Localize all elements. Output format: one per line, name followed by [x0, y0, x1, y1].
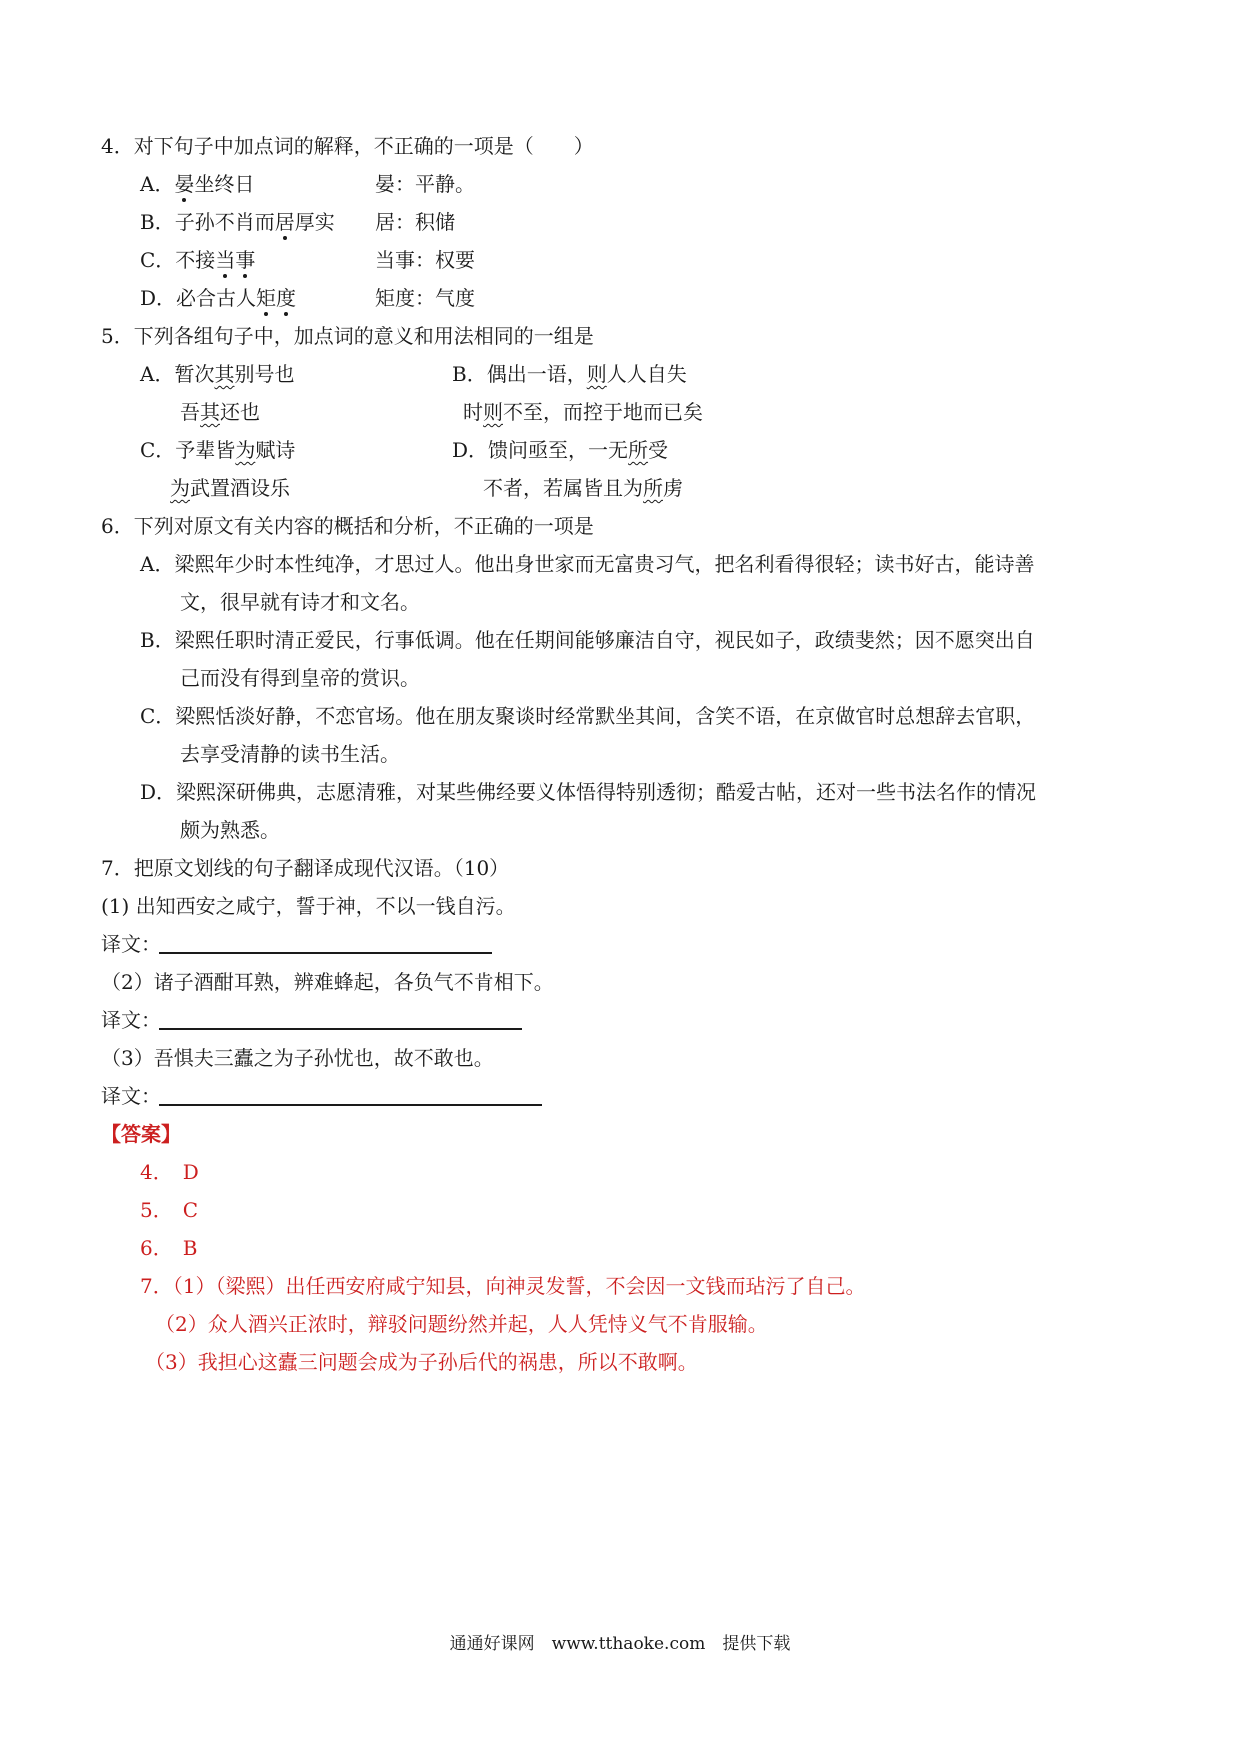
marked-word: 则	[483, 400, 503, 424]
q4-gloss-c: 当事：权要	[375, 248, 475, 272]
translation-blank-3[interactable]	[159, 1104, 542, 1106]
option-text: 别号也	[234, 362, 295, 386]
q6-option-b-line1: B．梁熙任职时清正爱民，行事低调。他在任期间能够廉洁自守，视民如子，政绩斐然；因不愿突出自	[140, 628, 1035, 652]
q4-gloss-d: 矩度：气度	[375, 286, 475, 310]
dotted-word: 矩	[256, 286, 277, 310]
q7-translation-label-1: 译文：	[101, 932, 161, 956]
answer-title: 【答案】	[101, 1122, 181, 1146]
dotted-word: 度	[276, 286, 297, 310]
option-prefix: D．必合古人	[140, 286, 257, 310]
option-text: 不者，若属皆且为	[483, 476, 643, 500]
option-text: C．予辈皆	[140, 438, 236, 462]
option-text: 吾	[180, 400, 200, 424]
translation-blank-1[interactable]	[159, 952, 492, 954]
q4-option-d	[140, 284, 296, 312]
q6-stem: 6．下列对原文有关内容的概括和分析，不正确的一项是	[101, 514, 594, 538]
q6-option-c-line1: C．梁熙恬淡好静，不恋官场。他在朋友聚谈时经常默坐其间，含笑不语，在京做官时总想辞去官职，	[140, 704, 1036, 728]
page-footer: 通通好课网 www.tthaoke.com 提供下载	[449, 1634, 791, 1654]
q5-option-d2	[483, 474, 683, 502]
q4-gloss-a: 晏：平静。	[375, 172, 475, 196]
q7-sentence-3: （3）吾惧夫三蠹之为子孙忧也，故不敢也。	[101, 1046, 494, 1070]
option-text: 坐终日	[194, 172, 255, 196]
q7-sentence-2: （2）诸子酒酣耳熟，辨难蜂起，各负气不肯相下。	[101, 970, 554, 994]
option-text: A．暂次	[140, 362, 215, 386]
option-text: 时	[463, 400, 483, 424]
option-text: 还也	[220, 400, 260, 424]
answer-4: 4． D	[140, 1160, 199, 1184]
q4-option-c	[140, 246, 255, 274]
marked-word: 其	[200, 400, 220, 424]
marked-word: 则	[586, 362, 607, 386]
q6-option-d-line2: 颇为熟悉。	[180, 818, 280, 842]
q7-sentence-1: (1) 出知西安之咸宁，誓于神，不以一钱自污。	[101, 894, 516, 918]
marked-word: 为	[235, 438, 256, 462]
q5-stem: 5．下列各组句子中，加点词的意义和用法相同的一组是	[101, 324, 594, 348]
q5-option-b2	[463, 398, 703, 426]
dotted-word: 晏	[174, 172, 195, 196]
marked-word: 所	[643, 476, 663, 500]
dotted-word: 事	[235, 248, 256, 272]
q5-option-d1	[452, 436, 668, 464]
option-text: 赋诗	[255, 438, 296, 462]
q6-option-a-line2: 文，很早就有诗才和文名。	[180, 590, 420, 614]
dotted-word: 当	[215, 248, 236, 272]
q6-option-c-line2: 去享受清静的读书生活。	[180, 742, 400, 766]
option-text: D．馈问亟至，一无	[452, 438, 629, 462]
q4-gloss-b: 居：积储	[375, 210, 455, 234]
answer-7-3: （3）我担心这蠹三问题会成为子孙后代的祸患，所以不敢啊。	[145, 1350, 698, 1374]
option-text: B．偶出一语，	[452, 362, 587, 386]
answer-6: 6． B	[140, 1236, 198, 1260]
option-text: 受	[648, 438, 669, 462]
q7-stem: 7．把原文划线的句子翻译成现代汉语。（10）	[101, 856, 510, 880]
marked-word: 其	[214, 362, 235, 386]
marked-word: 为	[170, 476, 190, 500]
q5-option-a1	[140, 360, 294, 388]
q5-option-a2	[180, 398, 260, 426]
option-prefix: B．子孙不肖而	[140, 210, 275, 234]
option-text: 厚实	[294, 210, 335, 234]
q5-option-c1	[140, 436, 295, 464]
marked-word: 所	[628, 438, 649, 462]
option-text: 人人自失	[606, 362, 687, 386]
translation-blank-2[interactable]	[159, 1028, 522, 1030]
answer-7-2: （2）众人酒兴正浓时，辩驳问题纷然并起，人人凭恃义气不肯服输。	[155, 1312, 768, 1336]
q6-option-b-line2: 己而没有得到皇帝的赏识。	[180, 666, 420, 690]
q5-option-c2	[170, 474, 290, 502]
option-text: 虏	[663, 476, 683, 500]
answer-5: 5． C	[140, 1198, 199, 1222]
q6-option-d-line1: D．梁熙深研佛典，志愿清雅，对某些佛经要义体悟得特别透彻；酷爱古帖，还对一些书法名作的情况	[140, 780, 1037, 804]
q6-option-a-line1: A．梁熙年少时本性纯净，才思过人。他出身世家而无富贵习气，把名利看得很轻；读书好古，能诗善	[140, 552, 1035, 576]
q4-option-a	[140, 170, 254, 198]
q4-option-b	[140, 208, 335, 236]
option-prefix: A．	[140, 172, 175, 196]
q4-stem: 4．对下句子中加点词的解释，不正确的一项是（ ）	[101, 134, 594, 158]
dotted-word: 居	[274, 210, 295, 234]
option-text: 武置酒设乐	[190, 476, 290, 500]
q7-translation-label-3: 译文：	[101, 1084, 161, 1108]
q7-translation-label-2: 译文：	[101, 1008, 161, 1032]
option-text: 不至，而控于地而已矣	[503, 400, 703, 424]
answer-7-1: 7．（1）（梁熙）出任西安府咸宁知县，向神灵发誓，不会因一文钱而玷污了自己。	[140, 1274, 866, 1298]
q5-option-b1	[452, 360, 687, 388]
option-prefix: C．不接	[140, 248, 216, 272]
